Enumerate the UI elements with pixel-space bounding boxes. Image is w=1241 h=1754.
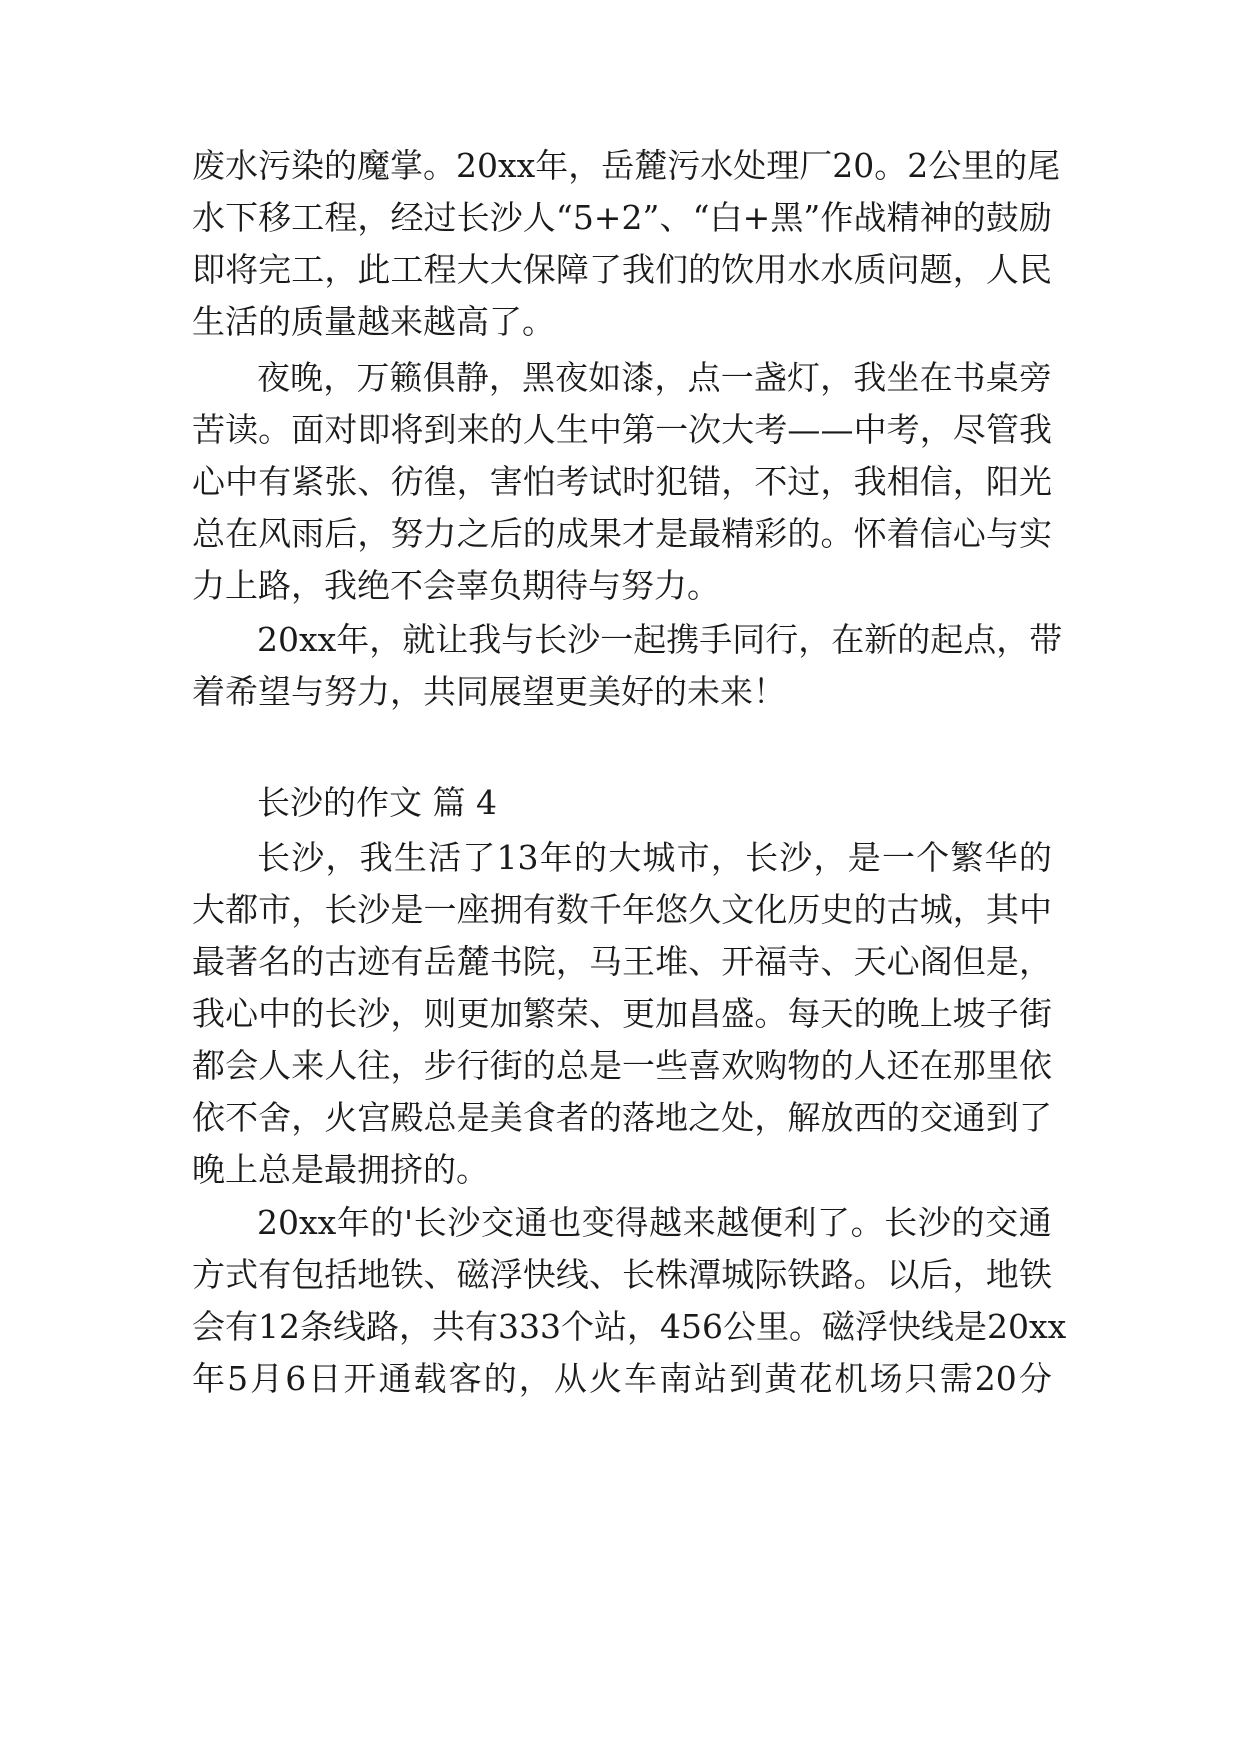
text-line: 年 5 月 6 日 开 通 载 客 的 ， 从 火 车 南 站 到 黄 花 机 场 只 需 20 分 [192,1359,1052,1398]
text-line: 方 式 有 包 括 地 铁 、 磁 浮 快 线 、 长 株 潭 城 际 铁 路 。 以 后 ， 地 铁 [192,1255,1052,1294]
text-line: 生活的质量越来越高了。 [192,302,555,341]
text-line: 力上路，我绝不会辜负期待与努力。 [192,566,720,605]
text-line: 我 心 中 的 长 沙 ， 则 更 加 繁 荣 、 更 加 昌 盛 。 每 天 的 晚 上 坡 子 街 [192,994,1052,1033]
paragraph-first-line: 夜 晚 ， 万 籁 俱 静 ， 黑 夜 如 漆 ， 点 一 盏 灯 ， 我 坐 在 书 桌 旁 [257,358,1052,397]
text-line: 即 将 完 工 ， 此 工 程 大 大 保 障 了 我 们 的 饮 用 水 水 质 问 题 ， 人 民 [192,250,1052,289]
paragraph-first-line: 20xx 年 ， 就 让 我 与 长 沙 一 起 携 手 同 行 ， 在 新 的 起 点 ， 带 [257,620,1063,659]
paragraph-first-line: 长 沙 ， 我 生 活 了 13 年 的 大 城 市 ， 长 沙 ， 是 一 个 繁 华 的 [257,838,1052,877]
text-line: 依 不 舍 ， 火 宫 殿 总 是 美 食 者 的 落 地 之 处 ， 解 放 西 的 交 通 到 了 [192,1098,1052,1137]
text-line: 大 都 市 ， 长 沙 是 一 座 拥 有 数 千 年 悠 久 文 化 历 史 的 古 城 ， 其 中 [192,890,1052,929]
text-line: 废 水 污 染 的 魔 掌 。 20xx 年 ， 岳 麓 污 水 处 理 厂 20 。 2 公 里 的 尾 [192,146,1061,185]
text-line: 着希望与努力，共同展望更美好的未来！ [192,672,786,711]
text-line: 总 在 风 雨 后 ， 努 力 之 后 的 成 果 才 是 最 精 彩 的 。 怀 着 信 心 与 实 [192,514,1052,553]
text-line: 心 中 有 紧 张 、 彷 徨 ， 害 怕 考 试 时 犯 错 ， 不 过 ， 我 相 信 ， 阳 光 [192,462,1052,501]
text-line: 苦 读 。 面 对 即 将 到 来 的 人 生 中 第 一 次 大 考 — — 中 考 ， 尽 管 我 [192,410,1052,449]
text-line: 最 著 名 的 古 迹 有 岳 麓 书 院 ， 马 王 堆 、 开 福 寺 、 天 心 阁 但 是 ， [192,942,1052,981]
section-heading: 长沙的作文 篇 4 [257,783,497,822]
text-line: 晚上总是最拥挤的。 [192,1150,489,1189]
text-line: 会 有 12 条 线 路 ， 共 有 333 个 站 ， 456 公 里 。 磁 浮 快 线 是 20xx [192,1307,1067,1346]
paragraph-first-line: 20xx 年 的 ' 长 沙 交 通 也 变 得 越 来 越 便 利 了 。 长 沙 的 交 通 [257,1203,1052,1242]
text-line: 都 会 人 来 人 往 ， 步 行 街 的 总 是 一 些 喜 欢 购 物 的 人 还 在 那 里 依 [192,1046,1052,1085]
text-line: 水 下 移 工 程 ， 经 过 长 沙 人 “ 5+2 ” 、 “ 白 + 黑 ” 作 战 精 神 的 鼓 励 [192,198,1052,237]
